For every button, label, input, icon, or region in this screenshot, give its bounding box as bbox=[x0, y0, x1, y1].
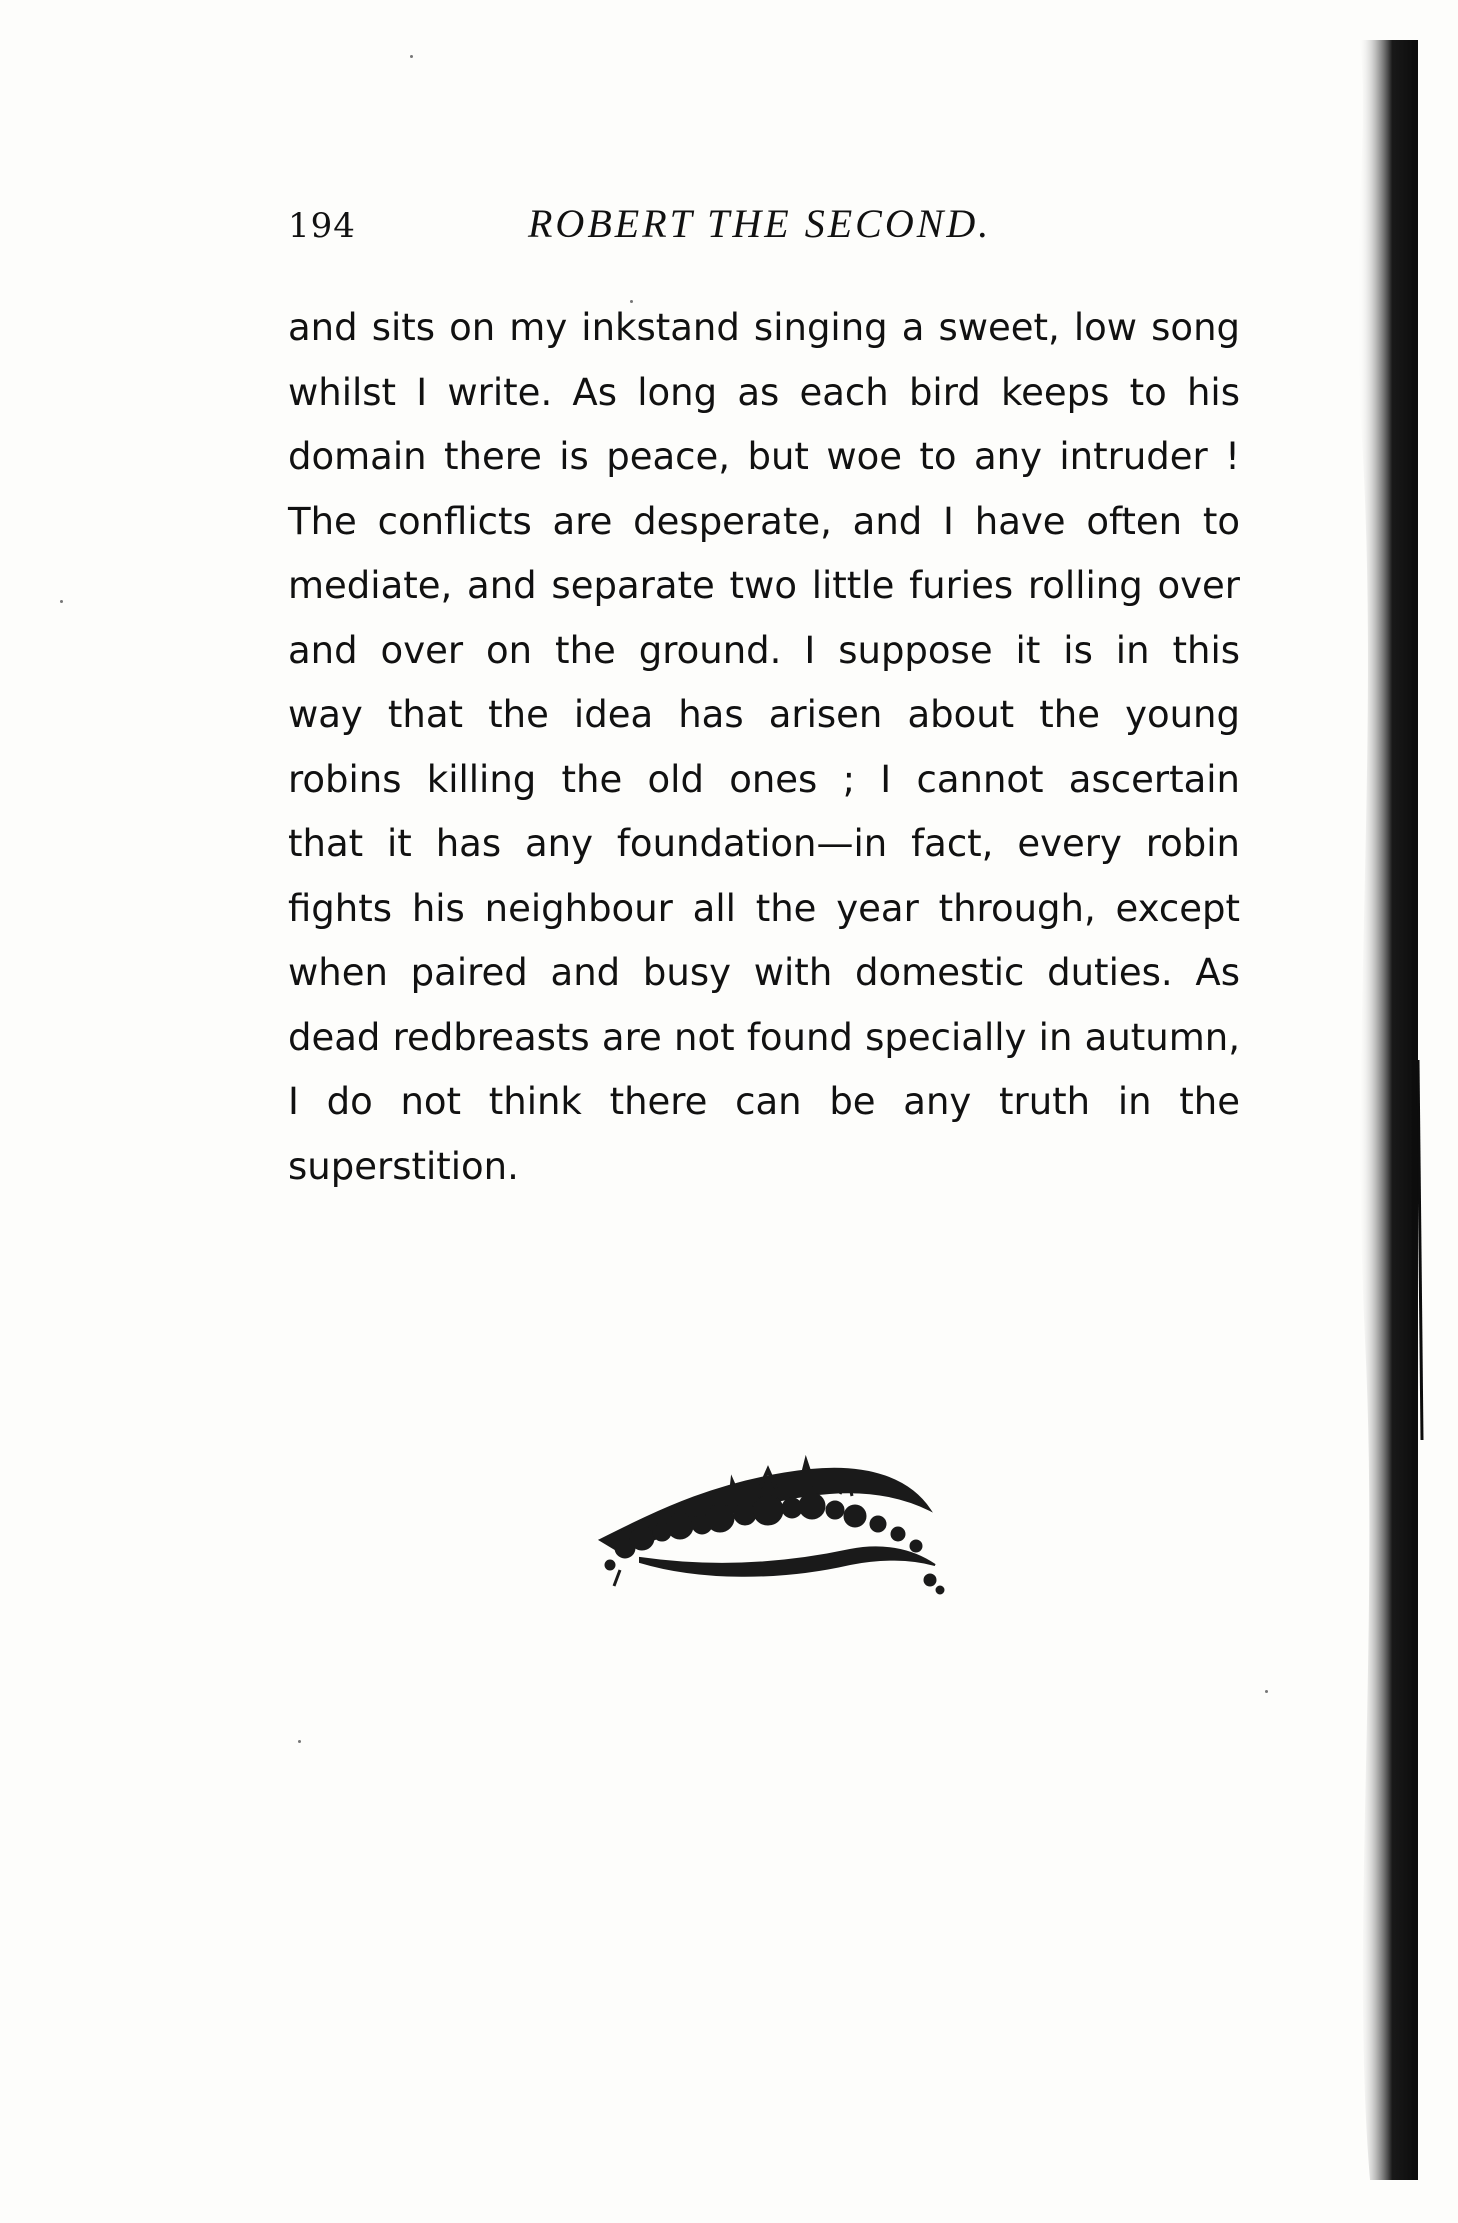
text-line: domain there is peace, but woe to any intruder ! bbox=[288, 435, 1240, 478]
scan-speck bbox=[298, 1740, 301, 1743]
binding-edge bbox=[1320, 40, 1440, 2180]
text-line: when paired and busy with domestic duties. As bbox=[288, 951, 1240, 994]
floral-tailpiece-icon bbox=[580, 1440, 960, 1600]
page-number: 194 bbox=[288, 206, 356, 246]
running-title: ROBERT THE SECOND. bbox=[528, 201, 992, 246]
text-line: superstition. bbox=[288, 1144, 519, 1188]
scan-speck bbox=[630, 300, 633, 303]
text-line: mediate, and separate two little furies rolling over bbox=[288, 564, 1240, 607]
text-line: and sits on my inkstand singing a sweet, low song bbox=[288, 306, 1240, 349]
text-line: way that the idea has arisen about the young bbox=[288, 693, 1240, 736]
scan-speck bbox=[60, 600, 63, 603]
scan-speck bbox=[1265, 1690, 1268, 1693]
running-head bbox=[288, 200, 1238, 260]
body-text bbox=[288, 296, 1240, 1199]
text-line: that it has any foundation—in fact, every robin bbox=[288, 822, 1240, 865]
text-line: fights his neighbour all the year through, except bbox=[288, 886, 1240, 930]
text-line: whilst I write. As long as each bird keeps to his bbox=[288, 370, 1240, 414]
text-line: The conflicts are desperate, and I have often to bbox=[288, 499, 1240, 543]
text-line: I do not think there can be any truth in the bbox=[288, 1080, 1240, 1123]
scan-speck bbox=[410, 55, 413, 58]
text-line: and over on the ground. I suppose it is in this bbox=[288, 628, 1240, 672]
text-line: dead redbreasts are not found specially in autumn, bbox=[288, 1015, 1240, 1059]
text-line: robins killing the old ones ; I cannot ascertain bbox=[288, 757, 1240, 801]
